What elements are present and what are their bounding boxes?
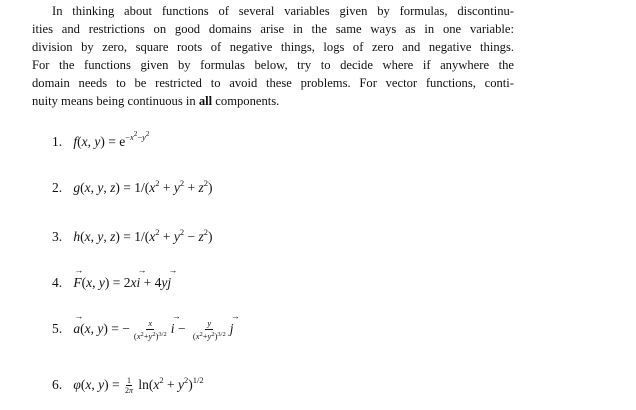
intro-bold-word: all <box>198 94 213 108</box>
fraction: $\frac{1}{2\pi}$ <box>124 376 133 395</box>
exercise-item-5 <box>52 318 233 341</box>
exercise-item-3 <box>52 229 213 245</box>
intro-paragraph <box>32 2 514 110</box>
intro-last-text-end: components. <box>212 94 280 108</box>
intro-line-last <box>32 92 514 110</box>
intro-line: For the functions given by formulas below, try to decide where if anywhere the <box>32 58 514 72</box>
intro-line: ities and restrictions on good domains arise in the same ways as in one variable: <box>32 22 514 36</box>
intro-last-text: nuity means being continuous in <box>32 94 199 108</box>
fraction: $\frac{x}{(x^2+y^2)^{3/2}}$ <box>133 318 167 341</box>
intro-line: In thinking about functions of several variables given by formulas, discontinu- <box>52 4 514 18</box>
formula-6: φ(x, y) = $\frac{1}{2\pi}$ $\ln(x^2 + y^2)^{1/2}$ <box>73 374 204 395</box>
intro-line: division by zero, square roots of negative things, logs of zero and negative things. <box>32 40 514 54</box>
exercise-item-1 <box>52 130 150 150</box>
exercise-item-6 <box>52 376 204 395</box>
item-number: 6. <box>52 376 63 392</box>
formula-5: → a(x, y) = − $\frac{x}{(x^2+y^2)^{3/2}}$ → i − $\frac{y}{(x^2+y^2)^{3/2}}$ → j <box>73 321 233 336</box>
formula-1: f(x, $y) = e^{-x^2-y^2}$ <box>73 130 150 149</box>
item-number: 3. <box>52 229 63 244</box>
item-number: 4. <box>52 275 63 290</box>
item-number: 2. <box>52 180 63 195</box>
formula-4: → F(x, y) = 2x→ i + 4y→ j <box>73 275 171 290</box>
fraction: $\frac{y}{(x^2+y^2)^{3/2}}$ <box>192 318 226 341</box>
exercise-item-2 <box>52 180 213 196</box>
exercise-item-4 <box>52 275 171 291</box>
formula-3: h(x, y, $z) = 1/(x^2 + y^2 - z^2)$ <box>73 227 213 244</box>
item-number: 1. <box>52 134 63 149</box>
intro-line: domain needs to be restricted to avoid these problems. For vector functions, conti- <box>32 76 514 90</box>
formula-2: g(x, y, $z) = 1/(x^2 + y^2 + z^2)$ <box>73 178 213 195</box>
item-number: 5. <box>52 320 63 336</box>
